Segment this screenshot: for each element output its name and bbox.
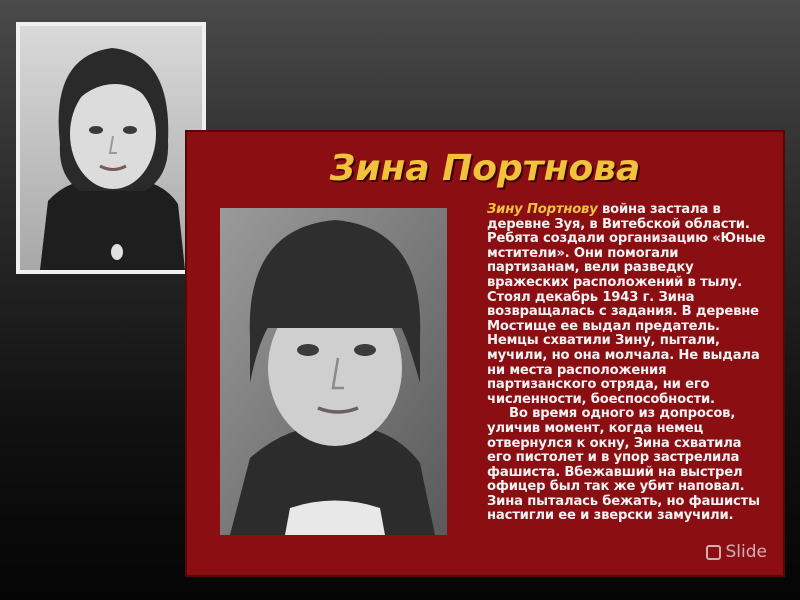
biography-name-lead: Зину Портнову (487, 202, 598, 217)
biography-text (487, 203, 769, 524)
biography-paragraph-1 (487, 203, 769, 407)
watermark (706, 542, 768, 562)
biography-paragraph-1-body: война застала в деревне Зуя, в Витебской области. Ребята создали организацию «Юные мстители». Они помогали партизанам, вели разведку вражеских расположений в тылу. Стоял декабрь 1943 г. Зина возвращалась с задания. В деревне Мостище ее выдал предатель. Немцы схватили Зину, пытали, мучили, но она молчала. Не выдала ни места расположения партизанского отряда, ни его численности, боеспособности. (487, 202, 766, 407)
biography-paragraph-2: Во время одного из допросов, уличив момент, когда немец отвернулся к окну, Зина схватила его пистолет и в упор застрелила фашиста. Вбежавший на выстрел офицер был так же убит наповал. Зина пыталась бежать, но фашисты настигли ее и зверски замучили. (487, 406, 760, 524)
slide-icon (706, 545, 721, 560)
portrait-girl-small-image (20, 26, 202, 270)
slide-title: Зина Портнова (329, 148, 641, 189)
portrait-photo-main (220, 208, 447, 535)
slide-panel (185, 130, 785, 577)
portrait-photo-small (16, 22, 206, 274)
watermark-text: Slide (725, 542, 767, 562)
portrait-girl-main-image (220, 208, 447, 535)
